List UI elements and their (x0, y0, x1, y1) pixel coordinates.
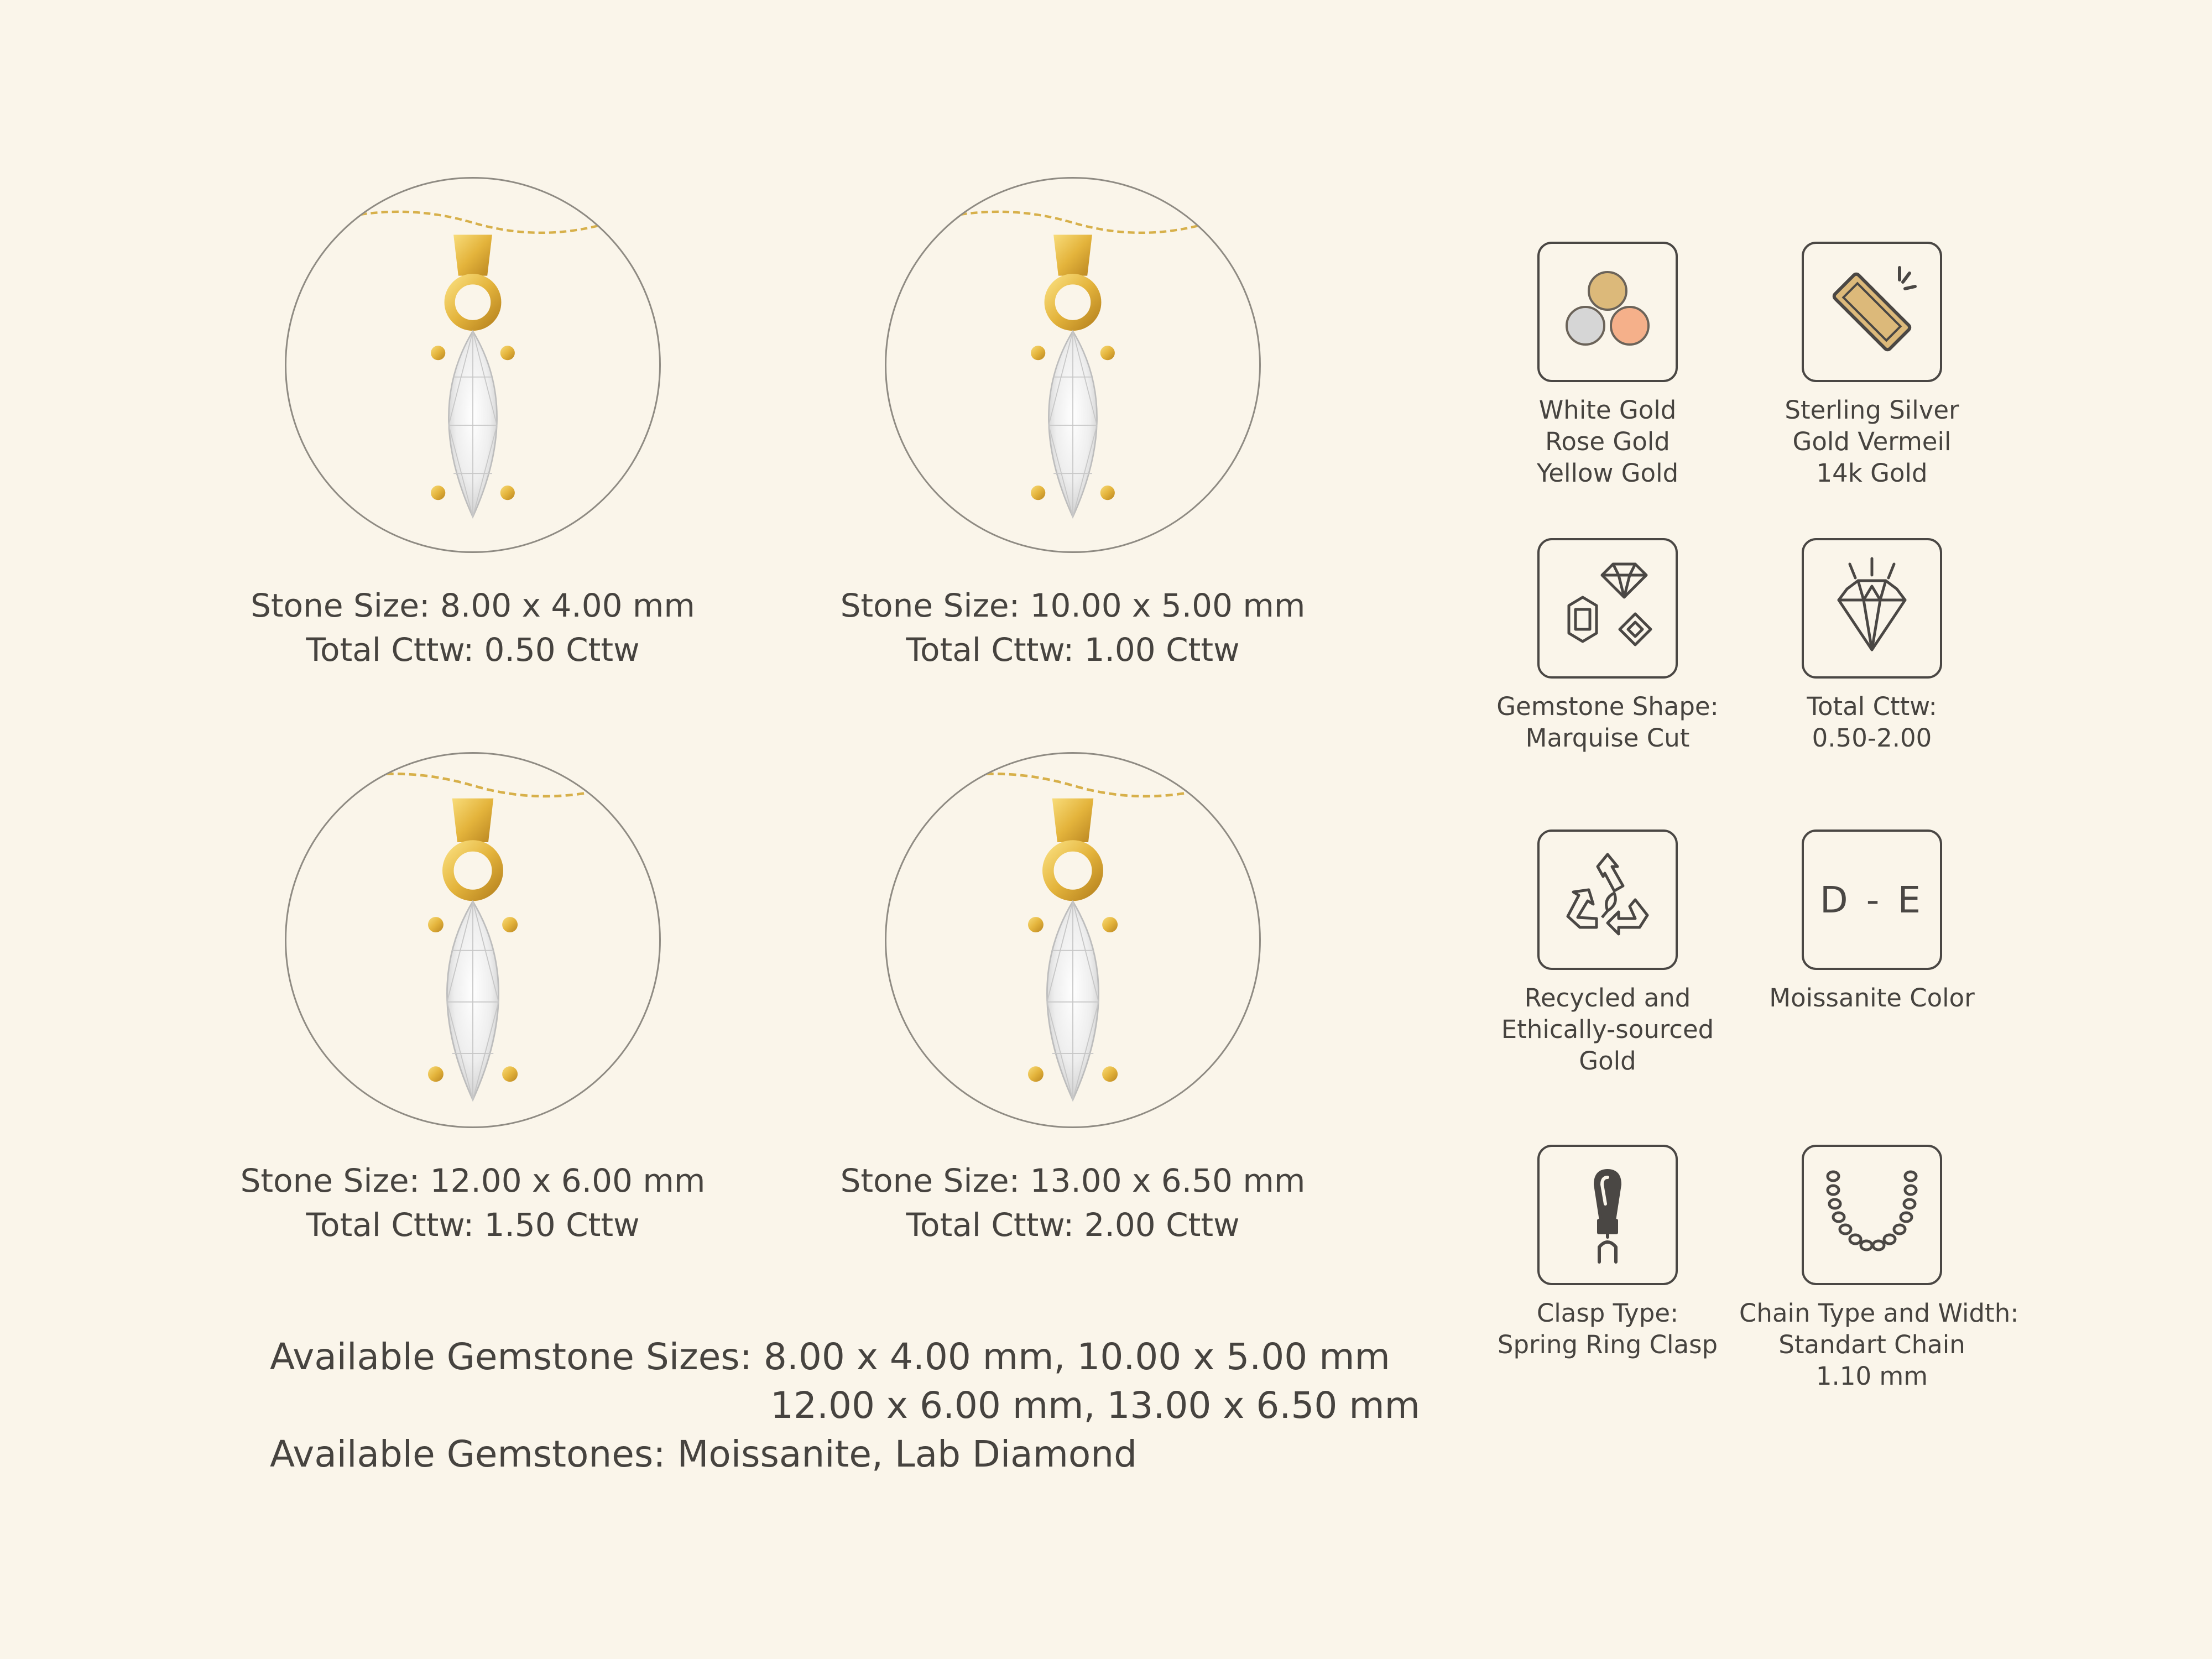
pendant-image (885, 177, 1261, 553)
gold-bar-icon (1802, 242, 1942, 382)
recycle-icon (1537, 830, 1678, 970)
feature-clasp-type (1475, 1145, 1740, 1360)
feature-gemstone-shape (1475, 538, 1740, 754)
feature-line: Marquise Cut (1525, 723, 1690, 753)
feature-total-cttw (1739, 538, 2005, 754)
clasp-icon (1537, 1145, 1678, 1285)
pendant-image (885, 752, 1261, 1128)
feature-line: Clasp Type: (1536, 1298, 1679, 1328)
feature-line: Gemstone Shape: (1496, 692, 1719, 721)
feature-chain-type (1739, 1145, 2019, 1392)
feature-line: Sterling Silver (1785, 395, 1959, 425)
stone-size: Stone Size: 12.00 x 6.00 mm (240, 1162, 706, 1199)
pendant-image (285, 752, 661, 1128)
diamond-icon (1802, 538, 1942, 679)
metal-colors-icon (1537, 242, 1678, 382)
chain-icon (1802, 1145, 1942, 1285)
availability-summary (270, 1333, 1420, 1479)
available-sizes-continued: 12.00 x 6.00 mm, 13.00 x 6.50 mm (770, 1384, 1420, 1427)
stone-size: Stone Size: 10.00 x 5.00 mm (840, 587, 1306, 624)
feature-line: Rose Gold (1545, 427, 1670, 456)
stone-size: Stone Size: 13.00 x 6.50 mm (840, 1162, 1306, 1199)
total-cttw: Total Cttw: 1.00 Cttw (906, 631, 1240, 669)
feature-line: 1.10 mm (1815, 1361, 1928, 1391)
feature-line: Gold Vermeil (1792, 427, 1952, 456)
feature-line: Yellow Gold (1536, 458, 1679, 488)
feature-line: White Gold (1538, 395, 1677, 425)
color-grade-icon (1802, 830, 1942, 970)
feature-line: Chain Type and Width: (1739, 1298, 2019, 1328)
feature-line: Gold (1579, 1046, 1636, 1076)
available-sizes: Available Gemstone Sizes: 8.00 x 4.00 mm, 10.00 x 5.00 mm (270, 1335, 1390, 1378)
feature-line: Ethically-sourced (1501, 1015, 1714, 1044)
color-grade-text: D - E (1819, 878, 1924, 921)
feature-recycled-gold (1475, 830, 1740, 1077)
total-cttw: Total Cttw: 2.00 Cttw (906, 1206, 1240, 1244)
feature-line: Recycled and (1524, 983, 1691, 1013)
pendant-image (285, 177, 661, 553)
feature-line: Spring Ring Clasp (1497, 1330, 1718, 1359)
feature-line: Moissanite Color (1769, 983, 1975, 1013)
stone-size: Stone Size: 8.00 x 4.00 mm (251, 587, 695, 624)
available-gemstones: Available Gemstones: Moissanite, Lab Diamond (270, 1433, 1138, 1475)
feature-line: 14k Gold (1816, 458, 1928, 488)
feature-line: Standart Chain (1778, 1330, 1965, 1359)
gemstones-icon (1537, 538, 1678, 679)
feature-moissanite-color (1739, 830, 2005, 1014)
feature-metal-colors (1475, 242, 1740, 489)
feature-line: Total Cttw: (1807, 692, 1937, 721)
feature-metal-types (1739, 242, 2005, 489)
total-cttw: Total Cttw: 0.50 Cttw (306, 631, 640, 669)
feature-line: 0.50-2.00 (1812, 723, 1932, 753)
total-cttw: Total Cttw: 1.50 Cttw (306, 1206, 640, 1244)
